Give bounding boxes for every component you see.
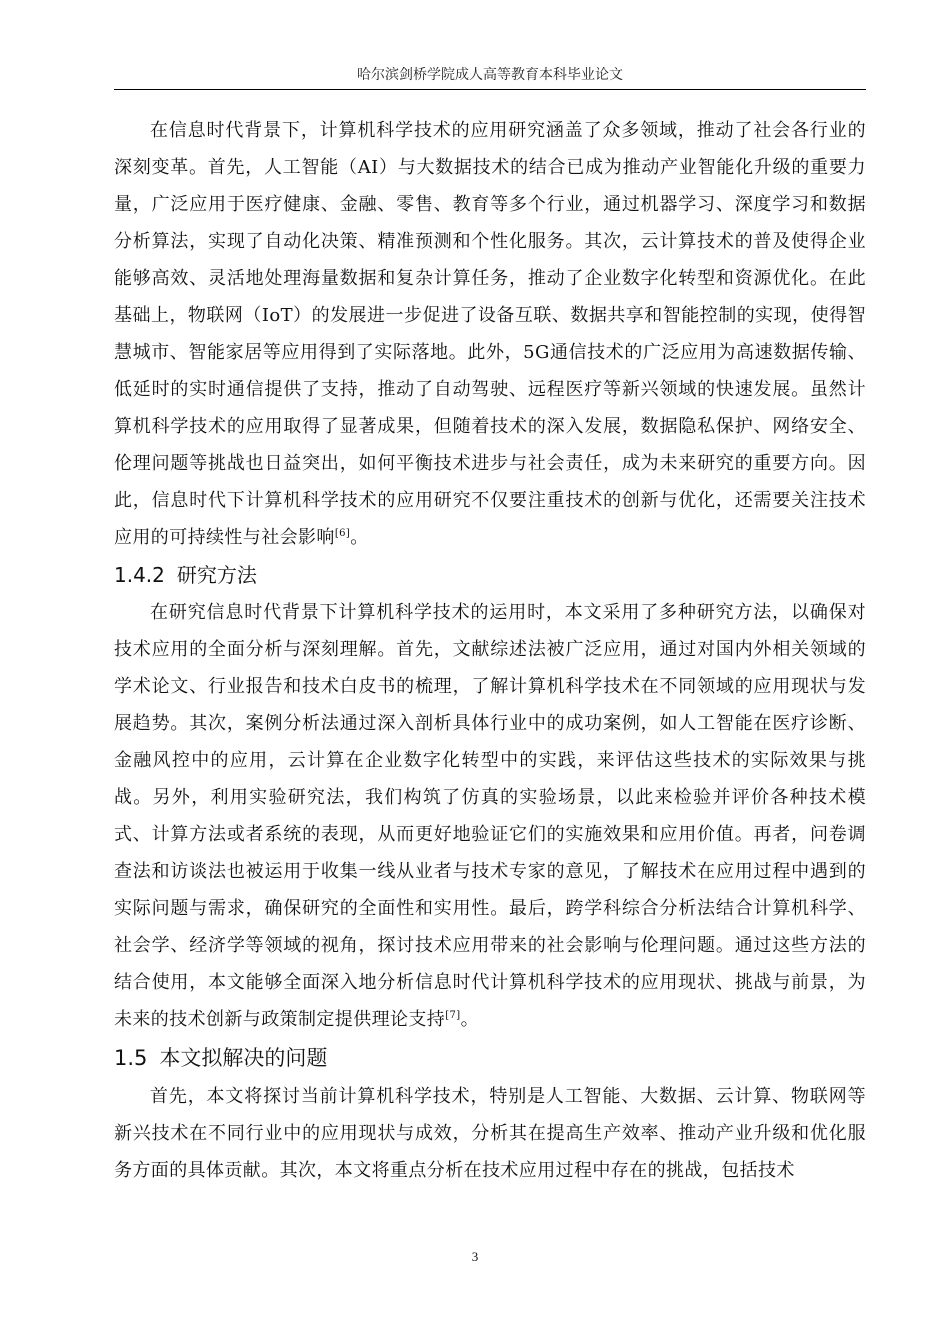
citation-reference[interactable]: [7] [445, 1010, 461, 1021]
document-body [114, 112, 866, 1189]
running-header: 哈尔滨剑桥学院成人高等教育本科毕业论文 [357, 67, 623, 83]
paragraph-end: 。 [350, 527, 369, 548]
paragraph-text: 在信息时代背景下，计算机科学技术的应用研究涵盖了众多领域，推动了社会各行业的深刻变革。首先，人工智能（AI）与大数据技术的结合已成为推动产业智能化升级的重要力量，广泛应用于医疗健康、金融、零售、教育等多个行业，通过机器学习、深度学习和数据分析算法，实现了自动化决策、精准预测和个性化服务。其次，云计算技术的普及使得企业能够高效、灵活地处理海量数据和复杂计算任务，推动了企业数字化转型和资源优化。在此基础上，物联网（IoT）的发展进一步促进了设备互联、数据共享和智能控制的实现，使得智慧城市、智能家居等应用得到了实际落地。此外，5G通信技术的广泛应用为高速数据传输、低延时的实时通信提供了支持，推动了自动驾驶、远程医疗等新兴领域的快速发展。虽然计算机科学技术的应用取得了显著成果，但随着技术的深入发展，数据隐私保护、网络安全、伦理问题等挑战也日益突出，如何平衡技术进步与社会责任，成为未来研究的重要方向。因此，信息时代下计算机科学技术的应用研究不仅要注重技术的创新与优化，还需要关注技术应用的可持续性与社会影响 [114, 120, 866, 548]
body-paragraph [114, 594, 866, 1038]
body-paragraph [114, 112, 866, 556]
section-number: 1.4.2 [114, 563, 165, 587]
paragraph-text: 在研究信息时代背景下计算机科学技术的运用时，本文采用了多种研究方法，以确保对技术应用的全面分析与深刻理解。首先，文献综述法被广泛应用，通过对国内外相关领域的学术论文、行业报告和技术白皮书的梳理，了解计算机科学技术在不同领域的应用现状与发展趋势。其次，案例分析法通过深入剖析具体行业中的成功案例，如人工智能在医疗诊断、金融风控中的应用，云计算在企业数字化转型中的实践，来评估这些技术的实际效果与挑战。另外，利用实验研究法，我们构筑了仿真的实验场景，以此来检验并评价各种技术模式、计算方法或者系统的表现，从而更好地验证它们的实施效果和应用价值。再者，问卷调查法和访谈法也被运用于收集一线从业者与技术专家的意见，了解技术在应用过程中遇到的实际问题与需求，确保研究的全面性和实用性。最后，跨学科综合分析法结合计算机科学、社会学、经济学等领域的视角，探讨技术应用带来的社会影响与伦理问题。通过这些方法的结合使用，本文能够全面深入地分析信息时代计算机科学技术的应用现状、挑战与前景，为未来的技术创新与政策制定提供理论支持 [114, 602, 866, 1030]
page-number: 3 [471, 1249, 479, 1264]
section-title: 本文拟解决的问题 [159, 1046, 328, 1070]
section-heading-1-5 [114, 1038, 866, 1078]
body-paragraph [114, 1078, 866, 1189]
section-title: 研究方法 [176, 563, 257, 587]
citation-reference[interactable]: [6] [334, 528, 351, 539]
header-rule [114, 89, 866, 90]
section-heading-1-4-2 [114, 556, 866, 594]
section-number: 1.5 [114, 1046, 148, 1070]
paragraph-text: 首先，本文将探讨当前计算机科学技术，特别是人工智能、大数据、云计算、物联网等新兴技术在不同行业中的应用现状与成效，分析其在提高生产效率、推动产业升级和优化服务方面的具体贡献。其次，本文将重点分析在技术应用过程中存在的挑战，包括技术 [114, 1086, 866, 1181]
paragraph-end: 。 [460, 1009, 479, 1030]
